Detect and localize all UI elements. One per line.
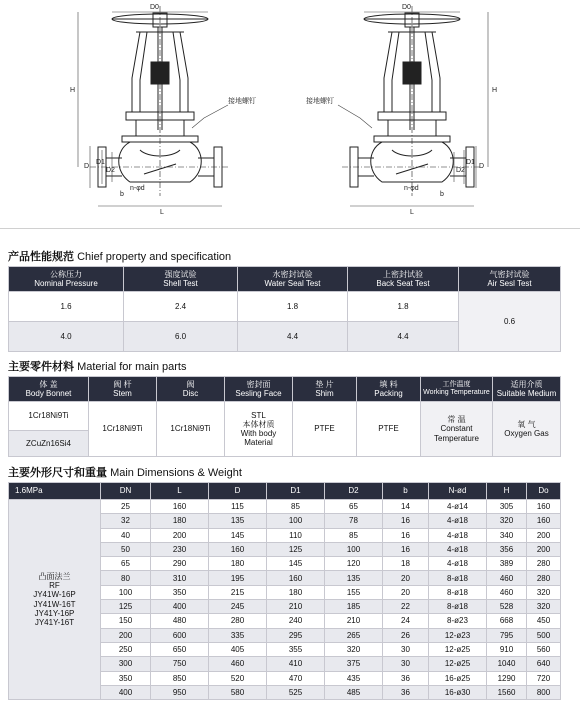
table-cell: 110 [267,528,325,542]
disc-material: 1Cr18Ni9Ti [157,402,225,457]
table-cell: 910 [487,642,527,656]
dims-header: D [209,483,267,500]
table-cell: 1.6 [9,292,124,322]
table-cell: 22 [383,600,429,614]
table-cell: 16-ø25 [429,671,487,685]
material-header: 体 盖 Body Bonnet [9,377,89,402]
table-cell: 1040 [487,657,527,671]
table-cell: 135 [325,571,383,585]
table-cell: 340 [487,528,527,542]
table-cell: 1290 [487,671,527,685]
table-cell: 12-ø23 [429,628,487,642]
table-cell: 320 [527,585,561,599]
dims-header: 1.6MPa [9,483,101,500]
table-cell: 295 [267,628,325,642]
table-cell: 245 [209,600,267,614]
table-cell: 720 [527,671,561,685]
table-cell: 4.4 [348,322,459,352]
label-d-left: D [84,163,90,170]
dims-header: b [383,483,429,500]
table-cell: 80 [101,571,151,585]
material-header: 适用介质 Suitable Medium [493,377,561,402]
table-cell: 65 [101,557,151,571]
material-header: 阀 Disc [157,377,225,402]
table-cell: 400 [101,685,151,699]
table-cell: 16 [383,528,429,542]
model-line: JY41Y-16T [34,617,75,627]
dims-header: H [487,483,527,500]
table-cell: 215 [209,585,267,599]
label-nd-left: n-φd [130,185,145,192]
table-cell: 50 [101,542,151,556]
table-cell: 200 [527,542,561,556]
valve-drawings [0,0,580,222]
material-header: 填 料 Packing [357,377,421,402]
chief-title-en: Chief property and specification [77,251,232,263]
label-d-right: D [479,163,485,170]
table-cell: 750 [151,657,209,671]
label-l-right: L [410,209,414,216]
table-cell: 356 [487,542,527,556]
material-header: 密封面 Sesling Face [225,377,293,402]
table-cell: 180 [267,585,325,599]
table-cell: 290 [151,557,209,571]
label-l-left: L [160,209,164,216]
table-cell: 310 [151,571,209,585]
table-cell: 18 [383,557,429,571]
material-header: 垫 片 Shim [293,377,357,402]
table-cell: 265 [325,628,383,642]
table-cell: 460 [209,657,267,671]
table-cell: 16 [383,542,429,556]
material-title-cn: 主要零件材料 [8,361,74,373]
table-cell: 12-ø25 [429,642,487,656]
chief-header: 强度试验 Shell Test [124,267,238,292]
table-cell: 40 [101,528,151,542]
seal-face-material: STL 本体材质 With body Material [225,402,293,457]
table-cell: 500 [527,628,561,642]
label-d2-right: D2 [456,167,465,174]
table-cell: 12-ø25 [429,657,487,671]
table-cell: 4-ø18 [429,528,487,542]
table-cell: 200 [527,528,561,542]
material-header-row [9,377,561,402]
table-cell: 305 [487,500,527,514]
model-line: JY41W-16T [33,599,76,609]
table-cell: 145 [267,557,325,571]
table-cell: 8-ø23 [429,614,487,628]
table-cell: 950 [151,685,209,699]
table-cell: 150 [101,614,151,628]
callout-right: 接地螺钉 [306,98,334,105]
table-cell: 125 [101,600,151,614]
table-cell: 375 [325,657,383,671]
table-cell: 16-ø30 [429,685,487,699]
table-cell: 1.8 [238,292,348,322]
table-cell: 485 [325,685,383,699]
table-cell: 320 [487,514,527,528]
table-cell: 350 [101,671,151,685]
label-d0-left: D0 [150,4,159,11]
body-material-1: 1Cr18Ni9Ti [9,402,89,431]
model-line: RF [49,581,60,591]
body-material-2: ZCuZn16Si4 [9,431,89,457]
table-row [9,500,561,514]
stem-material: 1Cr18Ni9Ti [89,402,157,457]
table-cell: 8-ø18 [429,571,487,585]
table-cell: 4-ø18 [429,557,487,571]
table-cell: 145 [209,528,267,542]
table-cell: 389 [487,557,527,571]
dims-header: Do [527,483,561,500]
table-cell: 795 [487,628,527,642]
table-cell: 280 [527,557,561,571]
table-cell: 405 [209,642,267,656]
table-cell: 300 [101,657,151,671]
table-cell: 600 [151,628,209,642]
chief-header: 公称压力 Nominal Pressure [9,267,124,292]
table-cell: 4.0 [9,322,124,352]
table-cell: 520 [209,671,267,685]
shim-material: PTFE [293,402,357,457]
table-cell: 85 [325,528,383,542]
table-cell: 8-ø18 [429,600,487,614]
chief-table [8,266,561,352]
table-cell: 460 [487,585,527,599]
chief-title-cn: 产品性能规范 [8,251,74,263]
label-h-left: H [70,87,76,94]
label-nd-right: n-φd [404,185,419,192]
table-cell: 180 [151,514,209,528]
table-cell: 160 [527,514,561,528]
table-cell: 160 [209,542,267,556]
dims-header: N-ød [429,483,487,500]
label-b-left: b [120,191,124,198]
table-cell: 120 [325,557,383,571]
table-cell: 240 [267,614,325,628]
table-cell: 1.8 [348,292,459,322]
table-cell: 4-ø14 [429,500,487,514]
chief-header-row [9,267,561,292]
chief-row [9,292,561,322]
table-cell: 480 [151,614,209,628]
chief-header: 气密封试验 Air Sesl Test [459,267,561,292]
model-line: JY41Y-16P [34,608,75,618]
air-seal-value: 0.6 [459,292,561,352]
table-cell: 200 [101,628,151,642]
table-cell: 180 [209,557,267,571]
table-cell: 640 [527,657,561,671]
suitable-medium: 氧 气 Oxygen Gas [493,402,561,457]
model-line: 凸面法兰 [38,572,71,582]
table-cell: 280 [209,614,267,628]
table-cell: 400 [151,600,209,614]
table-cell: 155 [325,585,383,599]
table-cell: 800 [527,685,561,699]
table-cell: 160 [151,500,209,514]
table-cell: 160 [527,500,561,514]
table-cell: 470 [267,671,325,685]
table-cell: 4-ø18 [429,542,487,556]
table-cell: 2.4 [124,292,238,322]
table-cell: 24 [383,614,429,628]
dims-header: L [151,483,209,500]
table-cell: 450 [527,614,561,628]
label-d1-right: D1 [466,159,475,166]
separator [0,228,580,229]
table-cell: 525 [267,685,325,699]
dims-table [8,482,561,700]
table-cell: 355 [267,642,325,656]
table-cell: 4-ø18 [429,514,487,528]
table-cell: 320 [325,642,383,656]
table-cell: 115 [209,500,267,514]
table-cell: 25 [101,500,151,514]
table-cell: 650 [151,642,209,656]
dims-header: D2 [325,483,383,500]
table-cell: 125 [267,542,325,556]
table-cell: 410 [267,657,325,671]
table-cell: 350 [151,585,209,599]
table-cell: 100 [101,585,151,599]
label-d2-left: D2 [106,167,115,174]
table-cell: 580 [209,685,267,699]
table-cell: 668 [487,614,527,628]
table-cell: 320 [527,600,561,614]
table-cell: 26 [383,628,429,642]
table-cell: 335 [209,628,267,642]
table-cell: 6.0 [124,322,238,352]
table-cell: 30 [383,642,429,656]
dims-body [9,500,561,700]
table-cell: 230 [151,542,209,556]
table-cell: 195 [209,571,267,585]
table-cell: 16 [383,514,429,528]
dims-header: DN [101,483,151,500]
material-header: 阀 杆 Stem [89,377,157,402]
table-cell: 560 [527,642,561,656]
dims-title-en: Main Dimensions & Weight [110,467,242,479]
table-cell: 36 [383,671,429,685]
table-cell: 20 [383,571,429,585]
material-section-title [8,358,187,374]
table-cell: 78 [325,514,383,528]
table-cell: 160 [267,571,325,585]
material-header: 工作温度 Working Temperature [421,377,493,402]
dims-header: D1 [267,483,325,500]
table-cell: 435 [325,671,383,685]
dims-title-cn: 主要外形尺寸和重量 [8,467,107,479]
table-cell: 4.4 [238,322,348,352]
table-cell: 280 [527,571,561,585]
label-d0-right: D0 [402,4,411,11]
table-cell: 210 [325,614,383,628]
table-cell: 14 [383,500,429,514]
table-cell: 8-ø18 [429,585,487,599]
chief-section-title [8,248,231,264]
table-cell: 32 [101,514,151,528]
material-table [8,376,561,457]
chief-header: 上密封试验 Back Seat Test [348,267,459,292]
table-cell: 200 [151,528,209,542]
label-b-right: b [440,191,444,198]
dims-header-row [9,483,561,500]
material-title-en: Material for main parts [77,361,187,373]
table-cell: 36 [383,685,429,699]
table-cell: 135 [209,514,267,528]
table-cell: 460 [487,571,527,585]
label-h-right: H [492,87,498,94]
material-row [9,402,561,431]
table-cell: 30 [383,657,429,671]
table-cell: 528 [487,600,527,614]
table-cell: 65 [325,500,383,514]
model-cell [9,500,101,700]
model-line: JY41W-16P [33,590,76,600]
packing-material: PTFE [357,402,421,457]
table-cell: 100 [267,514,325,528]
callout-left: 接地螺钉 [228,98,256,105]
dims-section-title [8,464,242,480]
table-cell: 850 [151,671,209,685]
table-cell: 210 [267,600,325,614]
table-cell: 20 [383,585,429,599]
working-temperature: 常 温 Constant Temperature [421,402,493,457]
table-cell: 100 [325,542,383,556]
chief-header: 水密封试验 Water Seal Test [238,267,348,292]
table-cell: 1560 [487,685,527,699]
table-cell: 250 [101,642,151,656]
label-d1-left: D1 [96,159,105,166]
table-cell: 185 [325,600,383,614]
table-cell: 85 [267,500,325,514]
